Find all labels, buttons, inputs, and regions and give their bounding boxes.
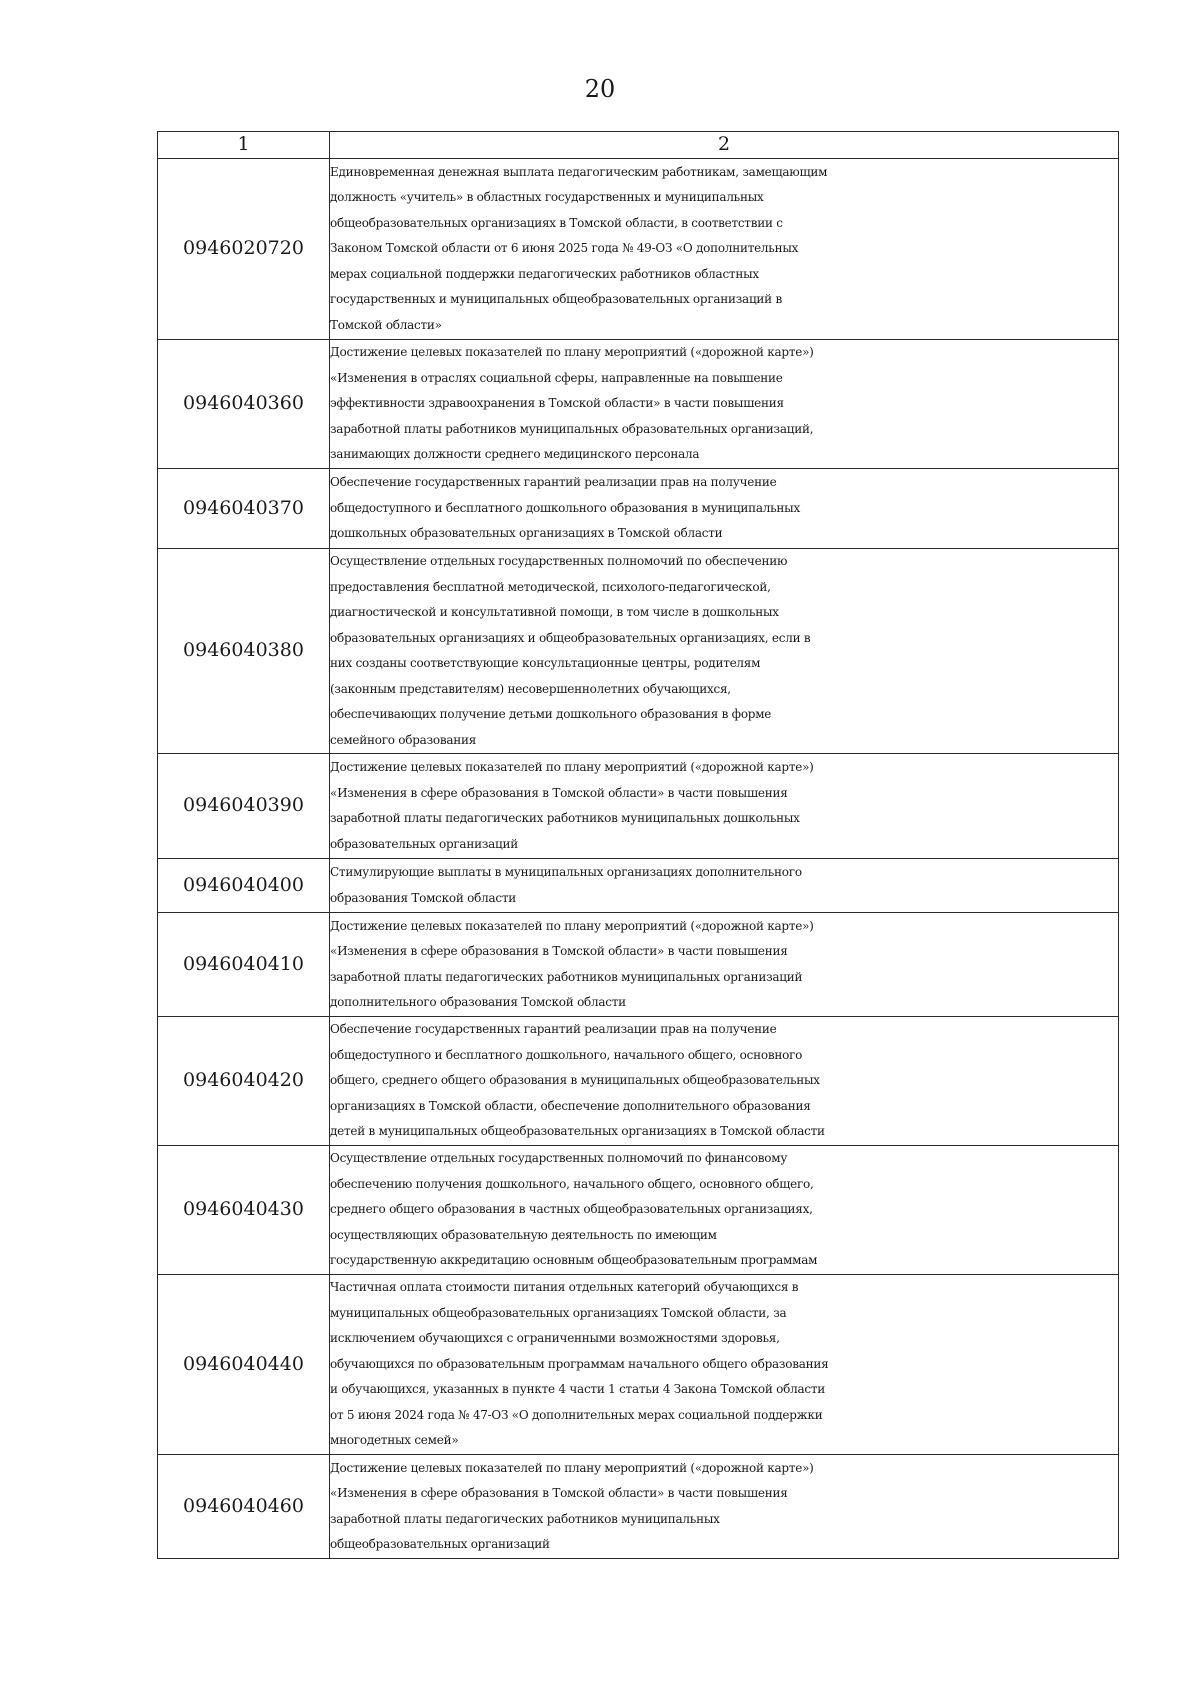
row-description — [330, 1017, 1119, 1146]
row-description-text: Достижение целевых показателей по плану мероприятий («дорожной карте») «Изменения в сфере образования в Томской области» в части повышения заработной платы педагогических работников муниципальных общеобразовательных организаций — [330, 1460, 814, 1551]
row-description — [330, 549, 1119, 754]
column-header-code: 1 — [158, 132, 330, 159]
row-description-text: Обеспечение государственных гарантий реализации прав на получение общедоступного и бесплатного дошкольного, начального общего, основного общего, среднего общего образования в муниципальных общеобразовательных организациях в Томской области, обеспечение дополнительного образования детей в муниципальных общеобразовательных организациях в Томской области — [330, 1022, 825, 1139]
row-code: 0946040390 — [158, 754, 330, 859]
row-code: 0946040360 — [158, 340, 330, 469]
row-code: 0946040380 — [158, 549, 330, 754]
budget-codes-table — [157, 131, 1119, 1559]
table-header-row — [158, 132, 1119, 159]
row-code: 0946040440 — [158, 1275, 330, 1455]
table-row — [158, 340, 1119, 469]
row-description-text: Осуществление отдельных государственных полномочий по финансовому обеспечению получения дошкольного, начального общего, основного общего, среднего общего образования в частных общеобразовательных организациях, осуществляющих образовательную деятельность по имеющим государственную аккредитацию основным общеобразовательным программам — [330, 1151, 818, 1268]
row-description — [330, 859, 1119, 913]
row-description-text: Осуществление отдельных государственных полномочий по обеспечению предоставления бесплатной методической, психолого-педагогической, диагностической и консультативной помощи, в том числе в дошкольных образовательных организациях и общеобразовательных организациях, если в них созданы соответствующие консультационные центры, родителям (законным представителям) несовершеннолетних обучающихся, обеспечивающих получение детьми дошкольного образования в форме семейного образования — [330, 554, 811, 747]
row-description-text: Единовременная денежная выплата педагогическим работникам, замещающим должность «учитель» в областных государственных и муниципальных общеобразовательных организациях в Томской области, в соответствии с Законом Томской области от 6 июня 2025 года № 49-ОЗ «О дополнительных мерах социальной поддержки педагогических работников областных государственных и муниципальных общеобразовательных организаций в Томской области» — [330, 164, 828, 332]
row-code: 0946040400 — [158, 859, 330, 913]
row-code: 0946020720 — [158, 159, 330, 340]
row-description — [330, 1455, 1119, 1559]
row-code: 0946040420 — [158, 1017, 330, 1146]
row-code: 0946040410 — [158, 913, 330, 1017]
row-description — [330, 1275, 1119, 1455]
table-row — [158, 159, 1119, 340]
table-row — [158, 1455, 1119, 1559]
table-row — [158, 549, 1119, 754]
row-description-text: Достижение целевых показателей по плану мероприятий («дорожной карте») «Изменения в сфере образования в Томской области» в части повышения заработной платы педагогических работников муниципальных организаций дополнительного образования Томской области — [330, 918, 814, 1009]
row-code: 0946040370 — [158, 469, 330, 549]
table-row — [158, 913, 1119, 1017]
table-row — [158, 859, 1119, 913]
column-header-description: 2 — [330, 132, 1119, 159]
row-description-text: Достижение целевых показателей по плану мероприятий («дорожной карте») «Изменения в сфере образования в Томской области» в части повышения заработной платы педагогических работников муниципальных дошкольных образовательных организаций — [330, 760, 814, 851]
row-description — [330, 159, 1119, 340]
row-code: 0946040460 — [158, 1455, 330, 1559]
table-row — [158, 1017, 1119, 1146]
row-description — [330, 1146, 1119, 1275]
table-row — [158, 1146, 1119, 1275]
table-row — [158, 754, 1119, 859]
row-description-text: Обеспечение государственных гарантий реализации прав на получение общедоступного и бесплатного дошкольного образования в муниципальных дошкольных образовательных организациях в Томской области — [330, 475, 800, 541]
row-description-text: Частичная оплата стоимости питания отдельных категорий обучающихся в муниципальных общеобразовательных организациях Томской области, за исключением обучающихся с ограниченными возможностями здоровья, обучающихся по образовательным программам начального общего образования и обучающихся, указанных в пункте 4 части 1 статьи 4 Закона Томской области от 5 июня 2024 года № 47-ОЗ «О дополнительных мерах социальной поддержки многодетных семей» — [330, 1280, 829, 1448]
row-description — [330, 913, 1119, 1017]
row-description — [330, 340, 1119, 469]
row-description-text: Достижение целевых показателей по плану мероприятий («дорожной карте») «Изменения в отраслях социальной сферы, направленные на повышение эффективности здравоохранения в Томской области» в части повышения заработной платы работников муниципальных образовательных организаций, занимающих должности среднего медицинского персонала — [330, 345, 814, 462]
row-description — [330, 469, 1119, 549]
table-row — [158, 469, 1119, 549]
row-code: 0946040430 — [158, 1146, 330, 1275]
table-row — [158, 1275, 1119, 1455]
row-description — [330, 754, 1119, 859]
row-description-text: Стимулирующие выплаты в муниципальных организациях дополнительного образования Томской области — [330, 865, 802, 905]
page-number: 20 — [584, 75, 616, 103]
